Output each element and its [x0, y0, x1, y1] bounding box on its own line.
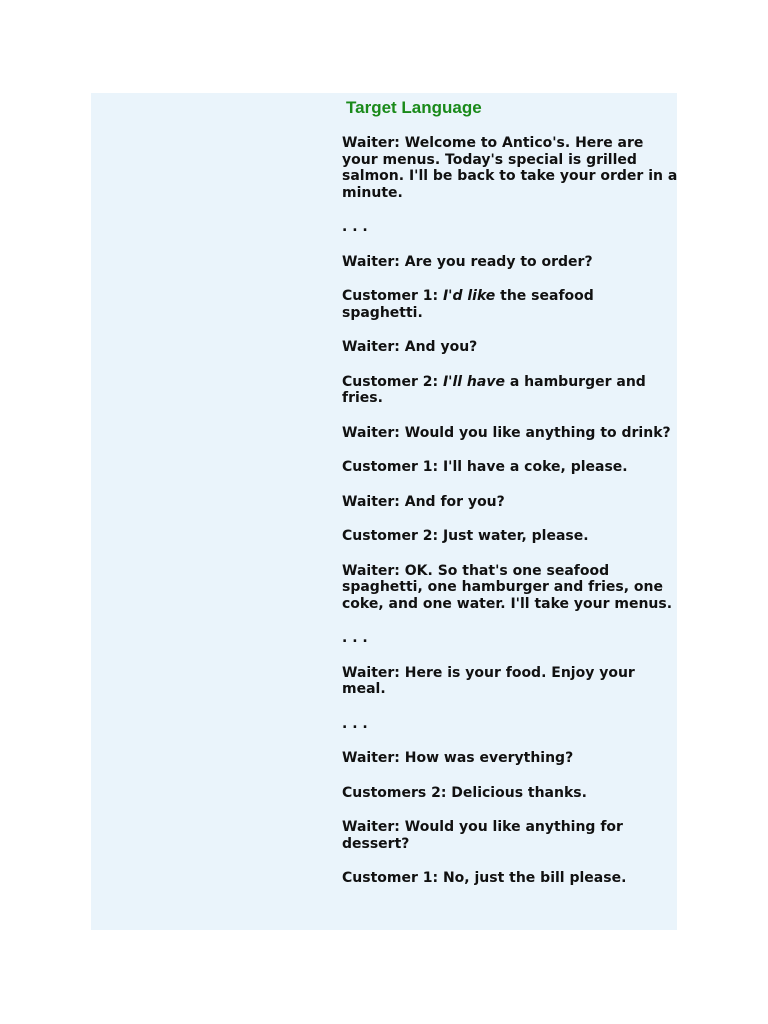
dialogue-line: Waiter: How was everything? [342, 750, 574, 766]
dialogue [342, 135, 678, 905]
dialogue-ellipsis: . . . [342, 630, 368, 646]
dialogue-line-suffix: a hamburger and fries. [342, 373, 646, 406]
dialogue-ellipsis: . . . [342, 219, 368, 235]
dialogue-line [342, 288, 678, 321]
dialogue-line: Customers 2: Delicious thanks. [342, 784, 587, 801]
dialogue-line-prefix: Customer 2: [342, 373, 443, 390]
dialogue-line: Waiter: Are you ready to order? [342, 253, 593, 270]
dialogue-line: Waiter: Here is your food. Enjoy your meal. [342, 664, 635, 697]
dialogue-line: Customer 2: Just water, please. [342, 528, 589, 544]
dialogue-line: Waiter: And for you? [342, 493, 505, 510]
dialogue-line-suffix: the seafood spaghetti. [342, 288, 594, 321]
dialogue-line: Customer 1: I'll have a coke, please. [342, 459, 628, 475]
dialogue-line: Waiter: Welcome to Antico's. Here are your menus. Today's special is grilled salmon. I'll be back to take your order in a minute. [342, 135, 678, 201]
dialogue-line-prefix: Customer 1: [342, 288, 443, 304]
section-title: Target Language [346, 98, 482, 117]
dialogue-line-emphasis: I'll have [442, 373, 505, 390]
dialogue-line: Waiter: Would you like anything for dessert? [342, 819, 623, 852]
dialogue-line: Waiter: Would you like anything to drink? [342, 424, 671, 441]
dialogue-line: Customer 1: No, just the bill please. [342, 870, 627, 886]
dialogue-ellipsis: . . . [342, 715, 368, 732]
dialogue-line-emphasis: I'd like [442, 288, 496, 304]
dialogue-line: Waiter: And you? [342, 339, 478, 355]
dialogue-line [342, 374, 678, 407]
dialogue-line: Waiter: OK. So that's one seafood spaghetti, one hamburger and fries, one coke, and one water. I'll take your menus. [342, 562, 673, 612]
content-panel [91, 93, 677, 930]
